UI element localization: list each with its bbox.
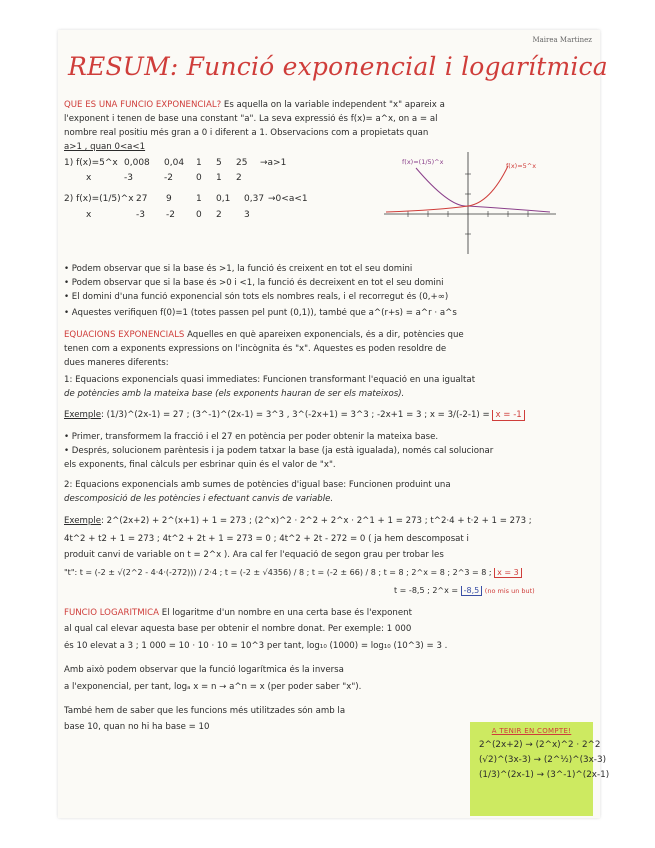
sticky-note-row-3: (1/3)^(2x-1) → (3^-1)^(2x-1) [479, 770, 610, 780]
explanation-2: • Després, solucionem parèntesis i ja podem tatxar la base (ja està igualada), només cal solucionar [64, 446, 494, 456]
method-1-line-2: de potències amb la mateixa base (els exponents hauran de ser els mateixos). [64, 389, 405, 399]
example-2-result-1: x = 3 [494, 568, 522, 578]
increasing-curve [386, 166, 508, 212]
decreasing-curve [416, 168, 550, 212]
author-name: Mairea Martinez [532, 36, 592, 44]
example-2-aside: (no mis un but) [484, 587, 535, 595]
bullet-2: • Podem observar que si la base és >0 i <1, la funció és decreixent en tot el seu domini [64, 278, 444, 288]
log-line-5: a l'exponencial, per tant, logₐ x = n → a^n = x (per poder saber "x"). [64, 682, 362, 692]
intro-line-2: l'exponent i tenen de base una constant "a". La seva expressió és f(x)= a^x, on a = al [64, 114, 438, 124]
equations-line-3: dues maneres diferents: [64, 358, 169, 368]
equations-line-2: tenen com a exponents expressions on l'incògnita és "x". Aquestes es poden resoldre de [64, 344, 447, 354]
notes-page [58, 30, 610, 818]
bullet-3: • El domini d'una funció exponencial són tots els nombres reals, i el recorregut és (0,+∞) [64, 292, 449, 302]
page-title: RESUM: Funció exponencial i logarítmica [68, 52, 608, 81]
log-line-2: al qual cal elevar aquesta base per obtenir el nombre donat. Per exemple: 1 000 [64, 624, 412, 634]
graph-label-right: f(x)=5^x [506, 162, 537, 170]
sticky-note-row-2: (√2)^(3x-3) → (2^½)^(3x-3) [479, 755, 607, 765]
bullet-1: • Podem observar que si la base és >1, la funció és creixent en tot el seu domini [64, 264, 413, 274]
example-2-line-5: t = -8,5 ; 2^x = -8,5 (no mis un but) [394, 586, 535, 595]
graph-label-left: f(x)=(1/5)^x [402, 158, 444, 166]
example-1: Exemple: (1/3)^(2x-1) = 27 ; (3^-1)^(2x-1) = 3^3 , 3^(-2x+1) = 3^3 ; -2x+1 = 3 ; x = 3/(-2-1) = x = -1 [64, 410, 594, 421]
example-1-result: x = -1 [492, 410, 524, 421]
example-2-line-3: produit canvi de variable on t = 2^x ). Ara cal fer l'equació de segon grau per trobar les [64, 550, 444, 560]
log-line-7: base 10, quan no hi ha base = 10 [64, 722, 210, 732]
log-line-1: FUNCIÓ LOGARÍTMICA El logaritme d'un nombre en una certa base és l'exponent [64, 608, 412, 618]
table-2-y-row: 2) f(x)=(1/5)^x 27 9 1 0,1 0,37 →0<a<1 [64, 194, 308, 204]
example-2-line-2: 4t^2 + t2 + 1 = 273 ; 4t^2 + 2t + 1 = 273 = 0 ; 4t^2 + 2t - 272 = 0 ( ja hem descomposat i [64, 534, 469, 544]
log-line-6: També hem de saber que les funcions més utilitzades són amb la [64, 706, 346, 716]
exponential-graph [380, 148, 560, 258]
intro-line-4: a>1 , quan 0<a<1 [64, 142, 146, 152]
explanation-1: • Primer, transformem la fracció i el 27 en potència per poder obtenir la mateixa base. [64, 432, 439, 442]
equations-line-1: EQUACIONS EXPONENCIALS Aquelles en què apareixen exponencials, és a dir, potències que [64, 330, 464, 340]
intro-line-3: nombre real positiu més gran a 0 i diferent a 1. Observacions com a propietats quan [64, 128, 429, 138]
equations-heading: EQUACIONS EXPONENCIALS [64, 330, 185, 340]
intro-heading: QUE ÉS UNA FUNCIÓ EXPONENCIAL? [64, 100, 222, 110]
table-1-y-row: 1) f(x)=5^x 0,008 0,04 1 5 25 →a>1 [64, 158, 287, 168]
table-2-x-row: x -3 -2 0 2 3 [86, 210, 250, 220]
method-1-line-1: 1: Equacions exponencials quasi immediates: Funcionen transformant l'equació en una igualtat [64, 375, 476, 385]
sticky-note [470, 722, 610, 816]
sticky-note-row-1: 2^(2x+2) → (2^x)^2 · 2^2 [479, 740, 601, 750]
intro-line-1: QUE ÉS UNA FUNCIÓ EXPONENCIAL? És aquella on la variable independent "x" apareix a [64, 100, 445, 110]
example-2-result-2: -8,5 [461, 586, 483, 596]
sticky-note-title: A TENIR EN COMPTE! [491, 727, 572, 735]
method-2-line-1: 2: Equacions exponencials amb sumes de potències d'igual base: Funcionen produint una [64, 480, 451, 490]
log-line-4: Amb això podem observar que la funció logarítmica és la inversa [64, 665, 344, 675]
bullet-4: • Aquestes verifiquen f(0)=1 (totes passen pel punt (0,1)), també que a^(r+s) = a^r · a^s [64, 308, 457, 318]
method-2-line-2: descomposició de les potències i efectuant canvis de variable. [64, 494, 334, 504]
table-1-x-row: x -3 -2 0 1 2 [86, 173, 242, 183]
example-2-line-4: "t": t = (-2 ± √(2^2 - 4·4·(-272))) / 2·4 ; t = (-2 ± √4356) / 8 ; t = (-2 ± 66) / 8 ; t = 8 ; 2^x = 8 ; 2^3 = 8 ; x = 3 [64, 568, 594, 578]
log-heading: FUNCIÓ LOGARÍTMICA [64, 608, 160, 618]
explanation-3: els exponents, final càlculs per esbrinar quin és el valor de "x". [64, 460, 336, 470]
log-line-3: és 10 elevat a 3 ; 1 000 = 10 · 10 · 10 = 10^3 per tant, log₁₀ (1000) = log₁₀ (10^3) = 3 . [64, 641, 448, 651]
example-2-line-1: Exemple: 2^(2x+2) + 2^(x+1) + 1 = 273 ; (2^x)^2 · 2^2 + 2^x · 2^1 + 1 = 273 ; t^2·4 + t·2 + 1 = 273 ; [64, 516, 532, 526]
